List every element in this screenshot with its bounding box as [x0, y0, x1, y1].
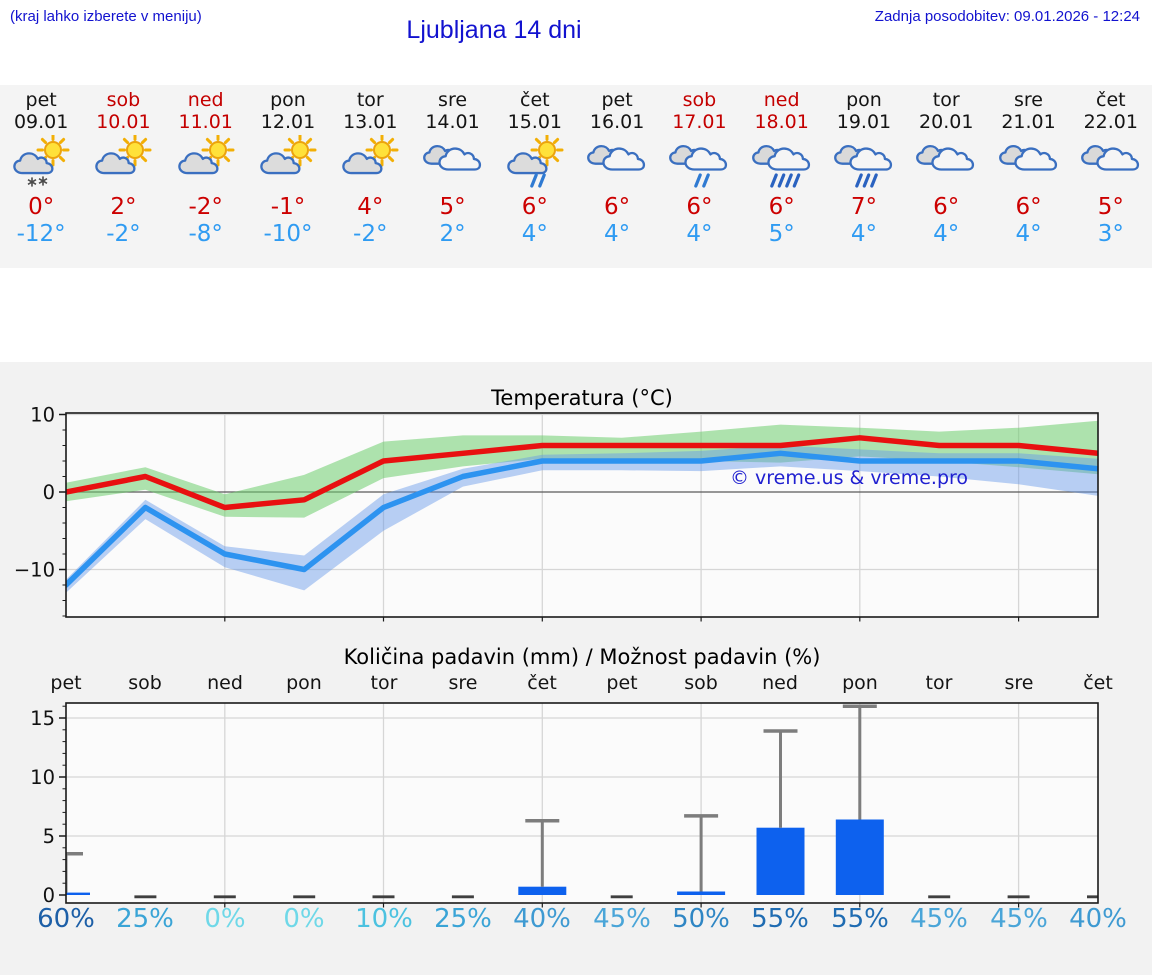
precip-probability: 25% [116, 904, 174, 934]
low-temp: 4° [521, 221, 548, 247]
precip-day-label: pet [50, 672, 82, 694]
precip-probability: 55% [831, 904, 889, 934]
day-date-label: 21.01 [1001, 111, 1056, 133]
high-temp: 6° [933, 194, 960, 220]
last-updated-label: Zadnja posodobitev: 09.01.2026 - 12:24 [874, 8, 1140, 25]
day-date-label: 13.01 [343, 111, 398, 133]
precip-probability: 25% [434, 904, 492, 934]
precip-probability: 55% [751, 904, 809, 934]
svg-text:10: 10 [30, 766, 55, 789]
day-name-label: pon [270, 89, 306, 111]
precip-probability: 50% [672, 904, 730, 934]
sun-cloud-icon [82, 135, 164, 191]
copyright-watermark-link[interactable]: © vreme.us & vreme.pro [729, 467, 969, 489]
precip-day-label: sre [1004, 672, 1034, 694]
day-date-label: 18.01 [754, 111, 809, 133]
precip-day-label: čet [1083, 672, 1113, 694]
day-date-label: 15.01 [507, 111, 563, 133]
sun-cloud-icon [329, 135, 411, 191]
precip-day-label: pet [606, 672, 638, 694]
precip-day-label: tor [925, 672, 953, 694]
precip-day-label: sob [128, 672, 162, 694]
forecast-day [576, 85, 658, 268]
cloudy-icon [1070, 135, 1152, 191]
low-temp: 2° [439, 221, 466, 247]
svg-text:15: 15 [30, 707, 55, 730]
forecast-day [82, 85, 164, 268]
day-name-label: čet [1096, 89, 1126, 111]
low-temp: 4° [1015, 221, 1042, 247]
day-name-label: čet [520, 89, 550, 111]
day-name-label: sob [682, 89, 717, 111]
precip-day-label: pon [286, 672, 322, 694]
forecast-day [247, 85, 329, 268]
high-temp: -1° [270, 194, 306, 220]
cloudy-icon [987, 135, 1069, 191]
forecast-strip [0, 85, 1152, 268]
precip-probability: 60% [37, 904, 95, 934]
day-name-label: ned [187, 89, 224, 111]
low-temp: 4° [686, 221, 713, 247]
cloudy-icon [411, 135, 493, 191]
svg-text:−10: −10 [13, 558, 55, 582]
day-date-label: 16.01 [589, 111, 645, 133]
low-temp: -12° [16, 221, 66, 247]
svg-text:10: 10 [30, 403, 55, 427]
precip-day-label: ned [762, 672, 798, 694]
precip-probability: 45% [910, 904, 968, 934]
day-date-label: 17.01 [672, 111, 727, 133]
high-temp: 6° [768, 194, 795, 220]
high-temp: 5° [1097, 194, 1124, 220]
day-date-label: 22.01 [1083, 111, 1138, 133]
low-temp: -10° [263, 221, 313, 247]
high-temp: 6° [521, 194, 548, 220]
page-title: Ljubljana 14 dni [406, 16, 582, 44]
high-temp: 0° [28, 194, 55, 220]
day-name-label: pet [25, 89, 57, 111]
cloudy-icon [576, 135, 658, 191]
sun-cloud-icon [165, 135, 247, 191]
temperature-chart-title: Temperatura (°C) [491, 386, 673, 410]
day-name-label: ned [763, 89, 800, 111]
low-temp: -2° [353, 221, 388, 247]
svg-text:0: 0 [42, 481, 55, 504]
forecast-day [1070, 85, 1152, 268]
svg-text:5: 5 [42, 825, 55, 848]
day-date-label: 12.01 [260, 111, 316, 133]
cloudy-icon [905, 135, 987, 191]
forecast-day [494, 85, 576, 268]
high-temp: 4° [357, 194, 384, 220]
low-temp: -2° [106, 221, 141, 247]
precip-probability: 0% [204, 904, 246, 934]
high-temp: 7° [850, 194, 878, 220]
precip-day-label: čet [527, 672, 557, 694]
precip-probability: 40% [513, 904, 571, 934]
low-temp: 4° [604, 221, 631, 247]
low-temp: 3° [1097, 221, 1124, 247]
precip-day-label: pon [842, 672, 878, 694]
location-menu-hint: (kraj lahko izberete v meniju) [10, 8, 202, 25]
high-temp: -2° [188, 194, 223, 220]
precip-probability: 0% [283, 904, 325, 934]
forecast-day [411, 85, 493, 268]
low-temp: 5° [768, 221, 795, 247]
high-temp: 2° [110, 194, 137, 220]
forecast-day [165, 85, 247, 268]
high-temp: 6° [1015, 194, 1042, 220]
forecast-day [0, 85, 82, 268]
forecast-day [823, 85, 905, 268]
precip-probability: 40% [1069, 904, 1127, 934]
precip-day-label: sob [684, 672, 718, 694]
day-name-label: sob [106, 89, 141, 111]
precip-day-label: sre [448, 672, 478, 694]
forecast-day [741, 85, 823, 268]
precip-probability: 10% [355, 904, 413, 934]
precip-day-label: tor [370, 672, 398, 694]
high-temp: 6° [604, 194, 631, 220]
low-temp: 4° [933, 221, 960, 247]
sun-cloud-snow-icon [0, 135, 82, 191]
sun-cloud-rain-icon [494, 135, 576, 191]
day-date-label: 19.01 [836, 111, 892, 133]
day-name-label: pet [601, 89, 633, 111]
svg-text:0: 0 [42, 884, 55, 907]
precipitation-chart-title: Količina padavin (mm) / Možnost padavin (%) [343, 645, 821, 669]
day-date-label: 20.01 [919, 111, 974, 133]
day-name-label: sre [438, 89, 468, 111]
high-temp: 6° [686, 194, 713, 220]
low-temp: -8° [188, 221, 223, 247]
precip-day-label: ned [207, 672, 243, 694]
low-temp: 4° [850, 221, 878, 247]
forecast-day [905, 85, 987, 268]
forecast-day [329, 85, 411, 268]
precip-probability: 45% [593, 904, 651, 934]
day-date-label: 14.01 [425, 111, 480, 133]
day-date-label: 09.01 [13, 111, 69, 133]
cloudy-rain-4-icon [741, 135, 823, 191]
precipitation-chart [0, 698, 1152, 916]
cloudy-rain-2-icon [658, 135, 740, 191]
day-name-label: tor [932, 89, 960, 111]
day-name-label: tor [356, 89, 384, 111]
high-temp: 5° [439, 194, 466, 220]
cloudy-rain-3-icon [823, 135, 905, 191]
day-date-label: 11.01 [178, 111, 233, 133]
precip-probability: 45% [990, 904, 1048, 934]
temperature-chart [0, 403, 1152, 634]
forecast-day [987, 85, 1069, 268]
sun-cloud-icon [247, 135, 329, 191]
day-name-label: sre [1014, 89, 1043, 111]
forecast-day [658, 85, 740, 268]
charts-section [0, 362, 1152, 975]
day-name-label: pon [846, 89, 882, 111]
day-date-label: 10.01 [96, 111, 151, 133]
